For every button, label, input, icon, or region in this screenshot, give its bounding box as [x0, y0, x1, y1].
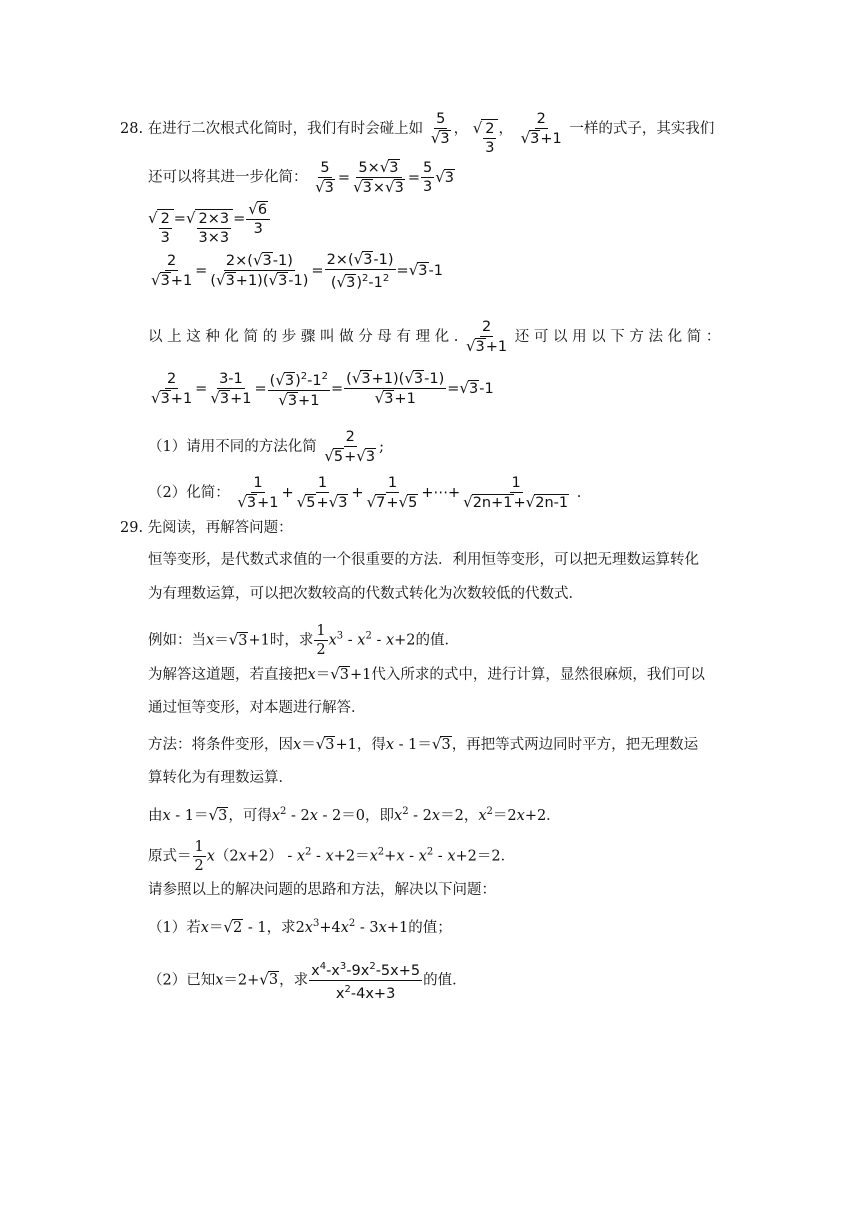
- sqrt-2-over-3: √ $\frac{2}{3}$: [473, 121, 499, 137]
- q28-sub2-end: .: [576, 485, 582, 501]
- q29-p1a: 恒等变形，是代数式求值的一个很重要的方法．利用恒等变形，可以把无理数运算转化: [148, 552, 699, 568]
- q28-intro-a: 在进行二次根式化简时，我们有时会碰上如: [147, 121, 424, 137]
- q29-original: 原式＝ $\frac{1}{2}$ $x(2x+2) - x^2 - x+2=x^2+x - x^2 - x+2=2$．: [148, 839, 516, 874]
- q29-method2: 算转化为有理数运算．: [148, 770, 293, 786]
- q28-eq-method2: $\frac{2}{√3+1}$ = $\frac{3-1}{√3+1}$ = $\frac{(√3)^2-1^2}{√3+1}$ = $\frac{(√3+1)(√3-1)}{√3+1}$ =√3-1: [151, 369, 494, 409]
- q28-para: 以 上 这 种 化 简 的 步 骤 叫 做 分 母 有 理 化 . $\frac{2}{√3+1}$ 还 可 以 用 以 下 方 法 化 简 ：: [148, 319, 721, 355]
- frac-2-over-sqrt3plus1: $\frac{2}{√3+1}$: [520, 111, 562, 147]
- q28-line2: 还可以将其进一步化简： $\frac{5}{√3}$ = $\frac{5\times√3}{√3\times√3}$ = $\frac{5}{3}$ √3: [148, 158, 454, 196]
- q29-s1-label: （1）若: [148, 919, 201, 936]
- q29-p1b: 为有理数运算，可以把次数较高的代数式转化为次数较低的代数式．: [148, 586, 583, 602]
- q29-s2-label: （2）已知: [148, 972, 216, 989]
- q28-line1: 28. 在进行二次根式化简时，我们有时会碰上如 $\frac{5}{√3}$ ， √ $\frac{2}{3}$ ， $\frac{2}{√3+1}$ 一样的式子，其实我们: [120, 111, 715, 156]
- q29-m1-prefix: 方法：将条件变形，因: [148, 737, 293, 753]
- q28-sub1-label: （1）请用不同的方法化简: [148, 439, 317, 455]
- q29-ex-mid: 时，求: [269, 632, 314, 649]
- q29-ex-end: 的值．: [415, 632, 460, 649]
- q29-p2a: 为解答这道题，若直接把x＝√3+1代入所求的式中，进行计算，显然很麻烦，我们可以: [148, 665, 705, 683]
- q29-s1-end: 的值；: [408, 919, 452, 936]
- q29-from: 由x - 1＝√3，可得$x^2 - 2x - 2=0$，即$x^2 - 2x=2$，$x^2=2x+2$．: [148, 805, 561, 824]
- q29-ex-prefix: 例如：当: [148, 632, 206, 649]
- q28-sub2-label: （2）化简：: [148, 485, 230, 501]
- q29-header-line: [120, 518, 293, 538]
- q28-intro-b: 一样的式子，其实我们: [569, 121, 715, 137]
- q28-sub1-end: ;: [379, 439, 384, 455]
- q29-s2-end: 的值．: [423, 972, 467, 989]
- q28-eq-rationalize: $\frac{2}{√3+1}$ = $\frac{2\times(√3-1)}{(√3+1)(√3-1)}$ = $\frac{2\times(√3-1)}{(√3)^2-1^2}$ =√3-1: [151, 250, 443, 291]
- q29-number: 29.: [120, 520, 144, 536]
- q28-para-b: 还 可 以 用 以 下 方 法 化 简 ：: [514, 329, 721, 345]
- q28-eq-sqrt: √ $\frac{2}{3}$ =√ $\frac{2\times 3}{3\times 3}$ = $\frac{√6}{3}$: [148, 200, 271, 247]
- q29-p2a-prefix: 为解答这道题，若直接把: [148, 667, 308, 683]
- q29-m1-mid: ，得: [356, 737, 386, 753]
- q29-orig-prefix: 原式＝: [148, 848, 192, 865]
- q29-p2a-end: 代入所求的式中，进行计算，显然很麻烦，我们可以: [371, 667, 705, 683]
- q29-from-mid2: ，即: [365, 807, 394, 824]
- q29-m1-end: ，再把等式两边同时平方，把无理数运: [451, 737, 699, 753]
- q29-s2-mid: ，求: [279, 972, 309, 989]
- q28-number: 28.: [120, 121, 144, 137]
- q28-line2-text: 还可以将其进一步化简：: [148, 169, 308, 186]
- q29-from-prefix: 由: [148, 807, 163, 824]
- q29-method1: 方法：将条件变形，因x＝√3+1，得x - 1＝√3，再把等式两边同时平方，把无理数运: [148, 735, 699, 753]
- q28-sub2: （2）化简： $\frac{1}{√3+1}$ + $\frac{1}{√5+√3}$ + $\frac{1}{√7+√5}$ +⋯+ $\frac{1}{√2n+1+√2n-1}$ .: [148, 475, 582, 511]
- q29-ask: 请参照以上的解决问题的思路和方法，解决以下问题：: [148, 882, 496, 898]
- q29-sub1: （1）若x＝√2 - 1，求$2x^3+4x^2 - 3x+1$的值；: [148, 917, 452, 936]
- q29-from-mid: ，可得: [228, 807, 272, 824]
- q29-example: 例如：当x＝√3+1时，求 $\frac{1}{2}$ $x^3 - x^2 - x+2$的值．: [148, 623, 460, 658]
- frac-5-over-sqrt3: $\frac{5}{√3}$: [430, 111, 450, 147]
- q28-para-text: 以 上 这 种 化 简 的 步 骤 叫 做 分 母 有 理 化 .: [148, 329, 459, 345]
- q29-header: 先阅读，再解答问题：: [147, 520, 293, 536]
- q29-p2b: 通过恒等变形，对本题进行解答．: [148, 700, 366, 716]
- q28-sub1: （1）请用不同的方法化简 $\frac{2}{√5+√3}$ ;: [148, 429, 384, 465]
- q29-s1-mid: ，求: [266, 919, 296, 936]
- q29-sub2: （2）已知x＝2+√3，求 $\frac{x^4-x^3-9x^2-5x+5}{x^2-4x+3}$ 的值．: [148, 958, 467, 1003]
